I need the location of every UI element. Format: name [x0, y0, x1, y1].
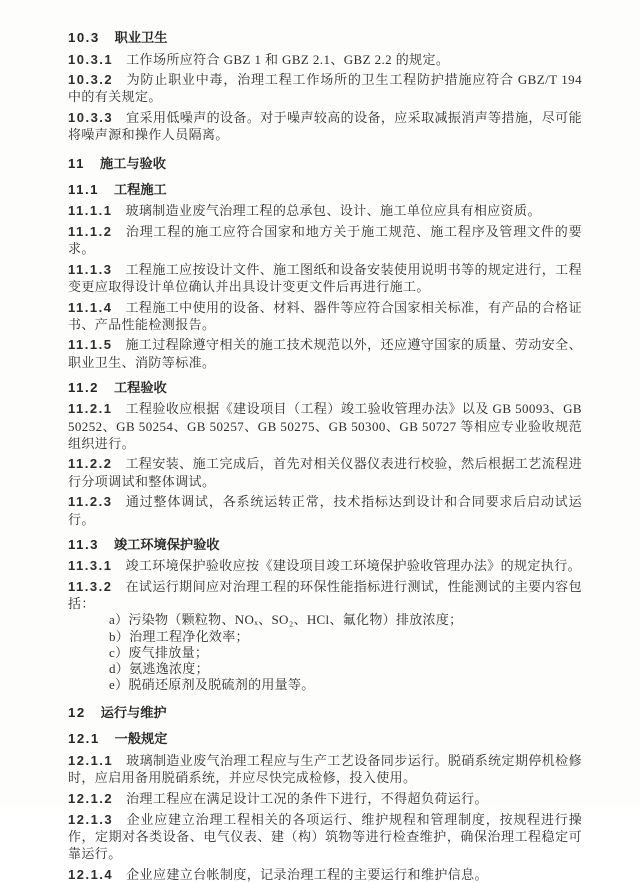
- heading-11: [68, 155, 582, 173]
- clause-12-1-4: [68, 866, 582, 883]
- heading-title: 工程施工: [113, 181, 167, 197]
- clause-text: 工程施工中使用的设备、材料、器件等应符合国家相关标准，有产品的合格证书、产品性能检测报告。: [68, 299, 582, 332]
- heading-title: 工程验收: [113, 379, 167, 395]
- clause-text: 施工过程除遵守相关的施工技术规范以外，还应遵守国家的质量、劳动安全、职业卫生、消防等标准。: [68, 337, 582, 370]
- clause-text: 工作场所应符合 GBZ 1 和 GBZ 2.1、GBZ 2.2 的规定。: [126, 51, 450, 67]
- heading-11-2: [68, 379, 582, 397]
- clause-11-1-2: [68, 223, 582, 257]
- list-item-d: d）氨逃逸浓度；: [109, 660, 209, 676]
- clause-number: 11.1.2: [68, 223, 113, 239]
- clause-number: 11.2.1: [68, 401, 113, 417]
- heading-number: 10.3: [68, 30, 100, 45]
- heading-number: 11.2: [68, 379, 99, 395]
- list-item-e: e）脱硝还原剂及脱硫剂的用量等。: [109, 677, 315, 693]
- clause-number: 12.1.1: [68, 752, 114, 768]
- heading-title: 施工与验收: [99, 155, 166, 171]
- clause-10-3-2: [68, 71, 582, 105]
- clause-10-3-3: [68, 109, 582, 143]
- clause-11-3-2: [68, 578, 582, 612]
- heading-title: 一般规定: [114, 731, 168, 747]
- clause-11-1-1: [68, 202, 582, 219]
- clause-text: 玻璃制造业废气治理工程应与生产工艺设备同步运行。脱硝系统定期停机检修时，应启用备用脱硝系统，并应尽快完成检修，投入使用。: [68, 752, 582, 786]
- heading-number: 11: [68, 155, 85, 171]
- heading-title: 竣工环境保护验收: [113, 536, 220, 552]
- clause-text: 竣工环境保护验收应按《建设项目竣工环境保护验收管理办法》的规定执行。: [125, 558, 582, 574]
- list-item-a: a）污染物（颗粒物、NOₓ、SO₂、HCl、氟化物）排放浓度；: [109, 612, 463, 628]
- clause-number: 10.3.1: [68, 51, 114, 67]
- heading-12-1: [68, 730, 582, 748]
- clause-text: 玻璃制造业废气治理工程的总承包、设计、施工单位应具有相应资质。: [125, 203, 541, 219]
- heading-11-1: [68, 181, 582, 199]
- heading-12: [68, 704, 582, 722]
- clause-number: 11.2.3: [68, 494, 113, 510]
- clause-11-1-3: [68, 261, 582, 295]
- clause-text: 工程施工应按设计文件、施工图纸和设备安装使用说明书等的规定进行，工程变更应取得设计单位确认并出具设计变更文件后再进行施工。: [68, 261, 582, 294]
- clause-number: 11.3.2: [68, 578, 113, 594]
- heading-number: 11.1: [68, 181, 99, 197]
- clause-number: 12.1.4: [68, 866, 114, 882]
- clause-text: 企业应建立台帐制度，记录治理工程的主要运行和维护信息。: [126, 866, 488, 882]
- clause-text: 通过整体调试，各系统运转正常，技术指标达到设计和合同要求后启动试运行。: [68, 494, 582, 527]
- list-item-b: b）治理工程净化效率；: [109, 628, 249, 644]
- clause-text: 在试运行期间应对治理工程的环保性能指标进行测试，性能测试的主要内容包括：: [68, 578, 582, 612]
- heading-title: 职业卫生: [114, 30, 168, 45]
- heading-10-3: [68, 29, 582, 47]
- clause-11-3-1: [68, 557, 582, 574]
- clause-number: 11.3.1: [68, 558, 113, 574]
- clause-11-2-2: [68, 455, 582, 489]
- clause-10-3-1: [68, 51, 582, 68]
- list-item-c: c）废气排放量；: [109, 644, 209, 660]
- clause-number: 10.3.2: [68, 72, 114, 88]
- clause-11-1-5: [68, 336, 582, 370]
- clause-text: 企业应建立治理工程相关的各项运行、维护规程和管理制度，按规程进行操作，定期对各类设备、电气仪表、建（构）筑物等进行检查维护，确保治理工程稳定可靠运行。: [68, 811, 582, 861]
- clause-number: 11.2.2: [68, 456, 113, 472]
- clause-12-1-3: [68, 811, 582, 863]
- clause-text: 工程验收应根据《建设项目（工程）竣工验收管理办法》以及 GB 50093、GB 50252、GB 50254、GB 50257、GB 50275、GB 50300、GB 50727 等相应专业验收规范组织进行。: [68, 401, 582, 451]
- clause-text: 宜采用低噪声的设备。对于噪声较高的设备，应采取减振消声等措施，尽可能将噪声源和操作人员隔离。: [68, 110, 582, 143]
- clause-number: 11.1.5: [68, 337, 113, 353]
- heading-number: 11.3: [68, 536, 99, 552]
- clause-text: 治理工程的施工应符合国家和地方关于施工规范、施工程序及管理文件的要求。: [68, 223, 582, 256]
- clause-number: 12.1.2: [68, 790, 114, 806]
- clause-text: 工程安装、施工完成后，首先对相关仪器仪表进行校验，然后根据工艺流程进行分项调试和整体调试。: [68, 456, 582, 489]
- clause-12-1-1: [68, 752, 582, 786]
- clause-text: 治理工程应在满足设计工况的条件下进行，不得超负荷运行。: [126, 790, 488, 806]
- clause-11-2-3: [68, 493, 582, 527]
- clause-11-1-4: [68, 299, 582, 333]
- clause-11-2-1: [68, 400, 582, 452]
- heading-11-3: [68, 536, 582, 554]
- heading-title: 运行与维护: [100, 705, 167, 721]
- heading-number: 12: [68, 705, 86, 721]
- heading-number: 12.1: [68, 731, 100, 747]
- clause-number: 11.1.4: [68, 299, 113, 315]
- clause-number: 11.1.1: [68, 203, 113, 219]
- clause-number: 11.1.3: [68, 261, 113, 277]
- clause-11-3-2-list: [68, 612, 582, 693]
- clause-12-1-2: [68, 790, 582, 807]
- clause-number: 10.3.3: [68, 110, 114, 126]
- clause-text: 为防止职业中毒，治理工程工作场所的卫生工程防护措施应符合 GBZ/T 194 中的有关规定。: [68, 72, 582, 105]
- clause-number: 12.1.3: [68, 811, 114, 827]
